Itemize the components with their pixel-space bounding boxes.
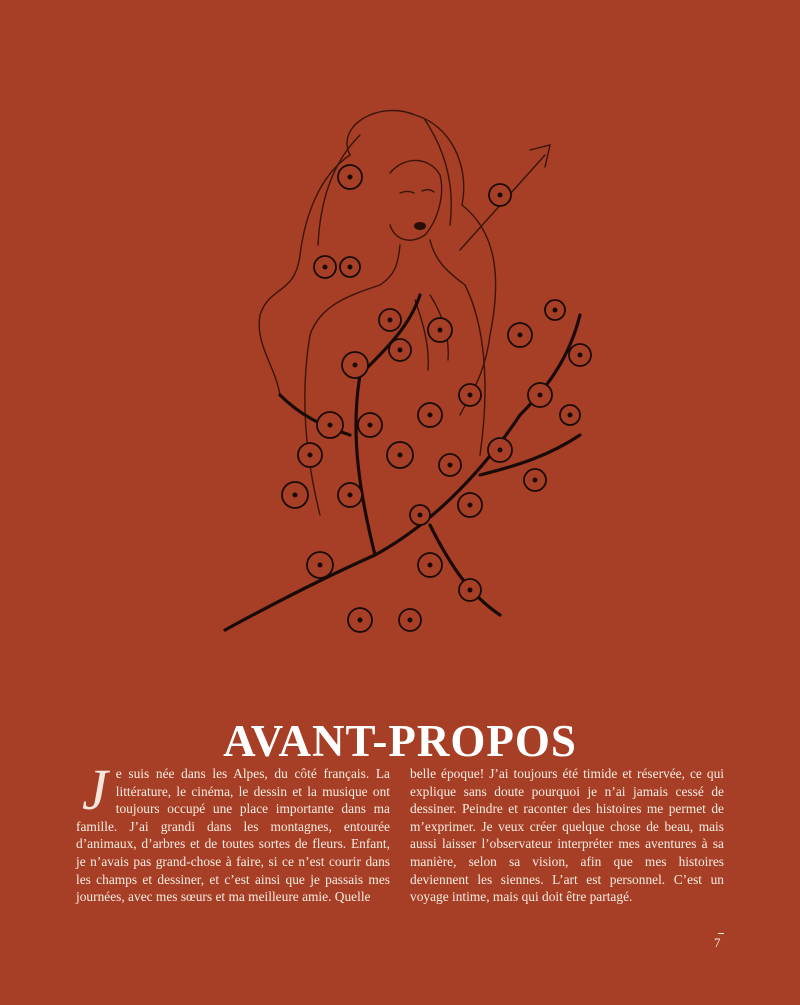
column-2-text: belle époque! J’ai toujours été timide et réservée, ce qui explique sans doute pourquoi je n’ai jamais cessé de dessiner. Peindre et raconter des histoires me permet de m’exprimer. Je veux créer quelque chose de beau, mais aussi laisser l’observateur interpréter mes aventures à sa manière, selon sa vision, afin que mes histoires deviennent les siennes. L’art est personnel. C’est un voyage intime, mais qui doit être partagé.	[410, 766, 724, 905]
page-title: AVANT-PROPOS	[223, 716, 577, 767]
drop-cap: J	[82, 757, 108, 822]
text-column-1	[76, 757, 390, 906]
woman-with-blossoms-illustration	[200, 95, 620, 655]
page-number: 7	[714, 935, 721, 950]
page-number-rule	[718, 933, 724, 934]
text-column-2	[410, 765, 724, 906]
column-1-text: e suis née dans les Alpes, du côté français. La littérature, le cinéma, le dessin et la musique ont toujours occupé une place importante dans ma famille. J’ai grandi dans les montagnes, entourée d’animaux, d’arbres et de toutes sortes de fleurs. Enfant, je n’avais pas grand-chose à faire, si ce n’est courir dans les champs et dessiner, et c’est ainsi que je passais mes journées, avec mes sœurs et ma meilleure amie. Quelle	[76, 766, 390, 905]
